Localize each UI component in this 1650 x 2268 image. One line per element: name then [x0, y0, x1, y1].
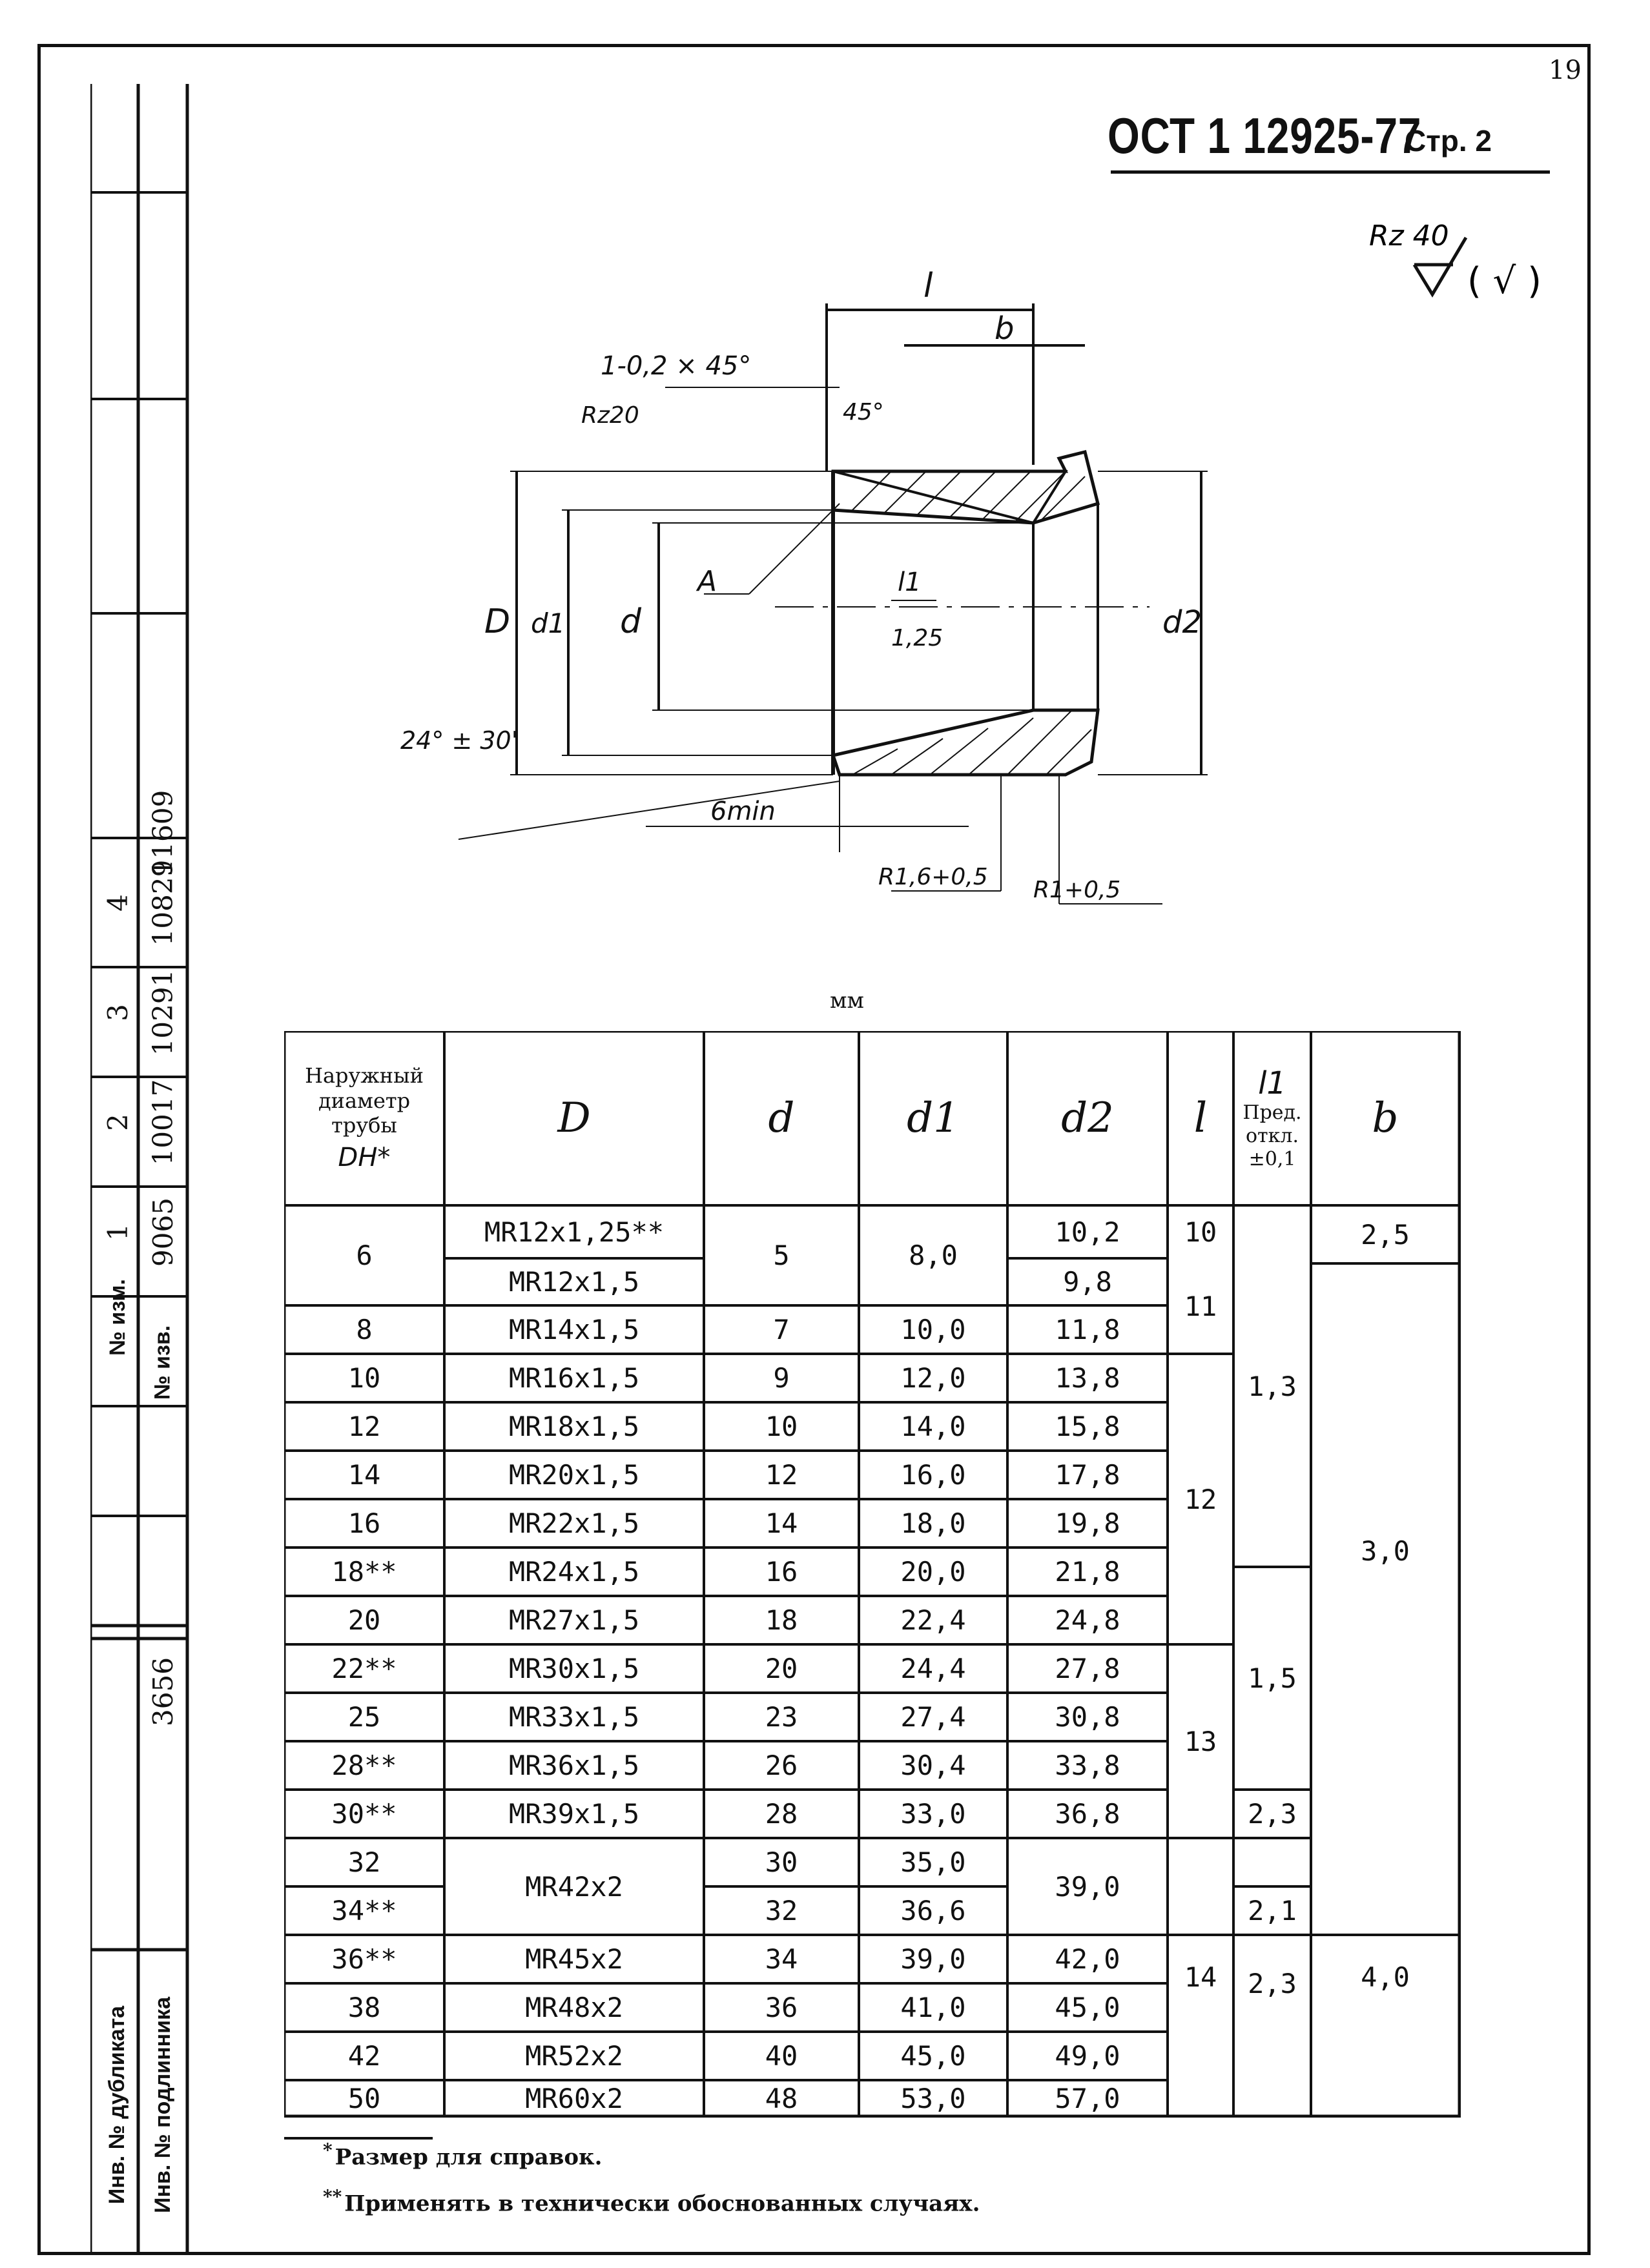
cell-d: 26: [765, 1750, 798, 1781]
cell-dh: 10: [347, 1362, 381, 1394]
cell-d: 48: [765, 2082, 798, 2114]
cell-dh: 6: [356, 1240, 373, 1271]
cell-d1: 27,4: [900, 1701, 966, 1733]
cell-d: 16: [765, 1556, 798, 1588]
header-D: D: [557, 1094, 591, 1142]
stamp-change-2: 2: [101, 1113, 134, 1131]
cell-dh: 38: [347, 1992, 381, 2023]
cell-d: 10: [765, 1411, 798, 1442]
top-wall-section: [833, 452, 1098, 523]
cell-d2: 9,8: [1063, 1266, 1112, 1298]
footnote-2: ** Применять в технически обоснованных случаях.: [323, 2186, 980, 2217]
cell-D: MR22x1,5: [508, 1507, 640, 1539]
radius-1: R1+0,5: [1033, 877, 1121, 903]
cell-d: 36: [765, 1992, 798, 2023]
cell-d: 40: [765, 2040, 798, 2072]
unit-label: мм: [830, 988, 864, 1014]
footnote-1: * Размер для справок.: [323, 2140, 603, 2171]
stamp-change-1: 1: [101, 1223, 134, 1241]
cell-D: MR48x2: [525, 1992, 623, 2023]
footnotes: [323, 2130, 980, 2224]
stamp-change-3: 3: [101, 1003, 134, 1021]
cell-dh: 14: [347, 1459, 381, 1491]
dim-l-label: l: [923, 267, 933, 305]
cell-d1: 53,0: [900, 2082, 966, 2114]
cell-d2: 45,0: [1055, 1992, 1120, 2023]
cell-dh: 50: [347, 2082, 381, 2114]
cell-l1: 2,3: [1248, 1967, 1297, 1999]
stamp-inv-dup-label: Инв. № дубликата: [105, 2005, 130, 2204]
bore-roughness: 1,25: [891, 625, 944, 651]
cell-d: 14: [765, 1507, 798, 1539]
cell-D: MR27x1,5: [508, 1604, 640, 1636]
cell-d2: 42,0: [1055, 1943, 1120, 1975]
cell-d2: 11,8: [1055, 1314, 1120, 1345]
cell-l1: 1,5: [1248, 1662, 1297, 1694]
cell-d2: 49,0: [1055, 2040, 1120, 2072]
radius-1-6: R1,6+0,5: [878, 864, 988, 890]
cell-d1: 16,0: [900, 1459, 966, 1491]
cell-d1: 18,0: [900, 1507, 966, 1539]
roughness-general-alt: ( √ ): [1467, 260, 1542, 302]
cell-D: MR42x2: [525, 1870, 623, 1903]
dim-b-min: 6min: [710, 797, 776, 826]
cell-b: 2,5: [1361, 1218, 1410, 1251]
stamp-notice-10829: 10829: [147, 859, 179, 946]
cell-d: 34: [765, 1943, 798, 1975]
cell-d1: 20,0: [900, 1556, 966, 1588]
cell-dh: 16: [347, 1507, 381, 1539]
cell-d1: 8,0: [909, 1240, 958, 1271]
cell-D: MR12x1,25**: [484, 1216, 665, 1248]
cell-d2: 27,8: [1055, 1653, 1120, 1684]
cell-d1: 39,0: [900, 1943, 966, 1975]
stamp-notice-11609: 11609: [147, 790, 179, 876]
cell-D: MR18x1,5: [508, 1411, 640, 1442]
cell-dh: 36**: [331, 1943, 397, 1975]
cell-D: MR20x1,5: [508, 1459, 640, 1491]
header-b: b: [1372, 1094, 1399, 1142]
cell-D: MR16x1,5: [508, 1362, 640, 1394]
stamp-change-4: 4: [101, 894, 134, 912]
cell-l1: 1,3: [1248, 1370, 1297, 1402]
document-code: ОСТ 1 12925-77: [1108, 107, 1422, 164]
cell-D: MR12x1,5: [508, 1266, 640, 1298]
detail-A-label: A: [697, 565, 717, 598]
dim-d1-label: d1: [531, 608, 566, 639]
cell-d: 12: [765, 1459, 798, 1491]
dim-b-label: b: [995, 311, 1015, 347]
stamp-inv-orig-label: Инв. № подлинника: [150, 1996, 175, 2213]
cell-l: 14: [1184, 1961, 1217, 1993]
angle-45-label: 45°: [843, 399, 884, 425]
cell-dh: 25: [347, 1701, 381, 1733]
header-underline: [1111, 170, 1550, 174]
stamp-change-label: № изм.: [105, 1278, 130, 1356]
cell-d1: 41,0: [900, 1992, 966, 2023]
dim-d-label: d: [620, 602, 642, 641]
cell-d1: 45,0: [900, 2040, 966, 2072]
cell-d2: 39,0: [1055, 1870, 1120, 1903]
cell-D: MR39x1,5: [508, 1798, 640, 1830]
cell-d1: 14,0: [900, 1411, 966, 1442]
chamfer-roughness: Rz20: [581, 402, 639, 429]
stamp-notice-label: № изв.: [150, 1325, 175, 1400]
cell-l1: 2,3: [1248, 1798, 1297, 1830]
dim-D-label: D: [484, 602, 511, 641]
cell-b: 4,0: [1361, 1961, 1410, 1993]
stamp-notice-9065: 9065: [147, 1197, 179, 1267]
cell-d2: 33,8: [1055, 1750, 1120, 1781]
stamp-column-lines: [90, 84, 194, 2253]
cell-d2: 30,8: [1055, 1701, 1120, 1733]
header-outer-diameter: Наружный диаметр трубы DH*: [305, 1063, 424, 1172]
cell-D: MR24x1,5: [508, 1556, 640, 1588]
document-page: Стр. 2: [1405, 124, 1492, 158]
cell-D: MR33x1,5: [508, 1701, 640, 1733]
cell-b: 3,0: [1361, 1535, 1410, 1567]
cone-angle: 24° ± 30': [400, 726, 519, 755]
cell-dh: 18**: [331, 1556, 397, 1588]
cell-dh: 42: [347, 2040, 381, 2072]
cell-d: 5: [773, 1240, 790, 1271]
cell-D: MR52x2: [525, 2040, 623, 2072]
cell-d2: 57,0: [1055, 2082, 1120, 2114]
cell-dh: 32: [347, 1846, 381, 1878]
roughness-general-symbol: [1356, 213, 1576, 310]
cell-d: 20: [765, 1653, 798, 1684]
roughness-general-value: Rz 40: [1369, 220, 1449, 252]
cell-l: 12: [1184, 1483, 1217, 1515]
cell-d1: 10,0: [900, 1314, 966, 1345]
cell-d: 23: [765, 1701, 798, 1733]
document-header: [1108, 107, 1490, 165]
dim-d2-label: d2: [1162, 604, 1202, 640]
cell-d: 7: [773, 1314, 790, 1345]
cell-D: MR60x2: [525, 2082, 623, 2114]
cell-dh: 34**: [331, 1895, 397, 1926]
cell-d1: 22,4: [900, 1604, 966, 1636]
cell-d2: 36,8: [1055, 1798, 1120, 1830]
cell-l: 10: [1184, 1216, 1217, 1248]
cell-d2: 19,8: [1055, 1507, 1120, 1539]
fitting-drawing: [387, 258, 1227, 968]
cell-d1: 12,0: [900, 1362, 966, 1394]
cell-d: 9: [773, 1362, 790, 1394]
cell-D: MR14x1,5: [508, 1314, 640, 1345]
cell-dh: 8: [356, 1314, 373, 1345]
cell-d: 28: [765, 1798, 798, 1830]
cell-D: MR45x2: [525, 1943, 623, 1975]
cell-dh: 30**: [331, 1798, 397, 1830]
cell-dh: 22**: [331, 1653, 397, 1684]
dim-l1-label: l1: [898, 567, 922, 597]
cell-l: 13: [1184, 1725, 1217, 1757]
cell-d2: 15,8: [1055, 1411, 1120, 1442]
cell-dh: 28**: [331, 1750, 397, 1781]
stamp-notice-10291: 10291: [147, 969, 179, 1056]
bottom-wall-section: [833, 710, 1098, 775]
cell-d2: 13,8: [1055, 1362, 1120, 1394]
chamfer-label: 1-0,2 × 45°: [601, 351, 752, 381]
cell-l1: 2,1: [1248, 1895, 1297, 1926]
cell-D: MR36x1,5: [508, 1750, 640, 1781]
header-l1: l1 Пред. откл. ±0,1: [1243, 1065, 1302, 1170]
cell-d2: 21,8: [1055, 1556, 1120, 1588]
cell-d2: 17,8: [1055, 1459, 1120, 1491]
cell-d1: 33,0: [900, 1798, 966, 1830]
cell-d: 18: [765, 1604, 798, 1636]
cell-D: MR30x1,5: [508, 1653, 640, 1684]
header-d2: d2: [1061, 1094, 1114, 1142]
cell-d1: 30,4: [900, 1750, 966, 1781]
stamp-notice-10017: 10017: [147, 1079, 179, 1165]
cell-d2: 10,2: [1055, 1216, 1120, 1248]
header-l: l: [1193, 1094, 1208, 1142]
cell-d1: 35,0: [900, 1846, 966, 1878]
header-d: d: [768, 1094, 795, 1142]
cell-d: 32: [765, 1895, 798, 1926]
page-number: 19: [1549, 56, 1582, 85]
cell-dh: 12: [347, 1411, 381, 1442]
cell-l: 11: [1184, 1290, 1217, 1322]
cell-d1: 36,6: [900, 1895, 966, 1926]
stamp-inv-original: 3656: [147, 1657, 179, 1726]
spec-table: [284, 1031, 1461, 2118]
header-d1: d1: [907, 1094, 960, 1142]
cell-dh: 20: [347, 1604, 381, 1636]
cell-d: 30: [765, 1846, 798, 1878]
cell-d2: 24,8: [1055, 1604, 1120, 1636]
cell-d1: 24,4: [900, 1653, 966, 1684]
